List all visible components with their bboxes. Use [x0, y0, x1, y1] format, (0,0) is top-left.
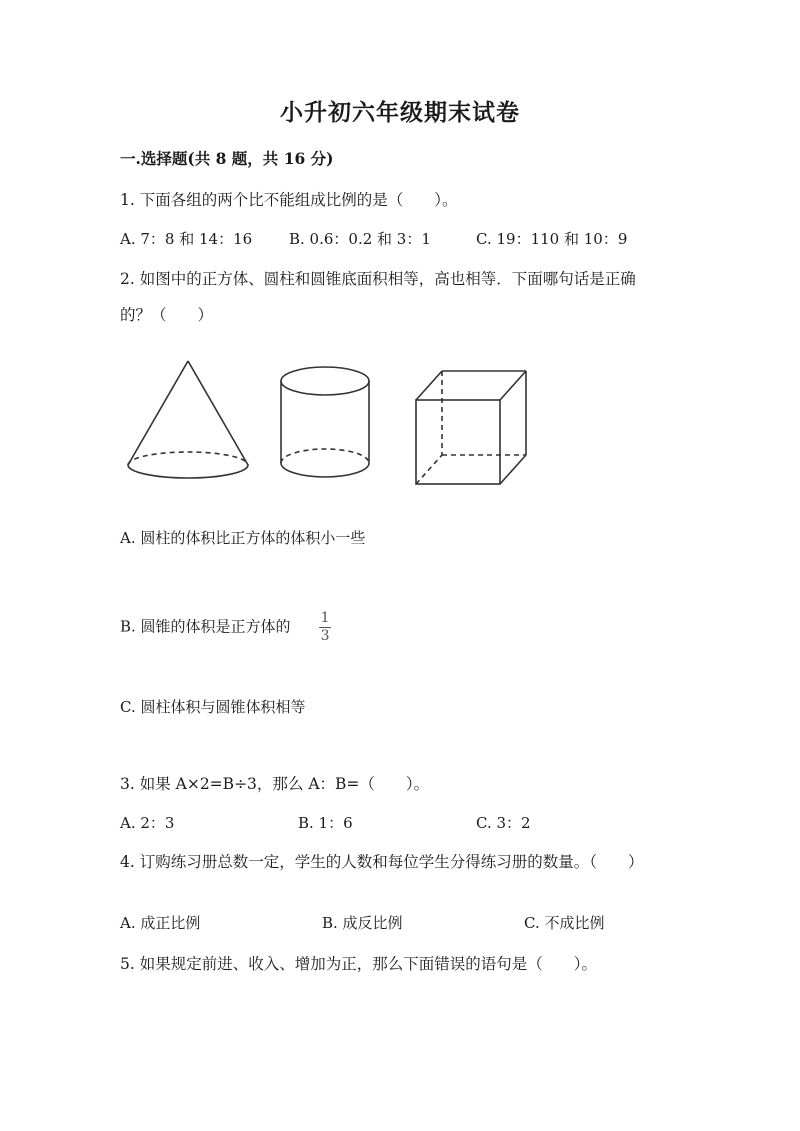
section-heading: 一.选择题(共 8 题，共 16 分) [120, 149, 334, 168]
question-2-option-b [120, 610, 331, 645]
fraction-one-third [319, 610, 332, 645]
question-2-option-a: A. 圆柱的体积比正方体的体积小一些 [120, 529, 366, 547]
question-3-option-c: C. 3：2 [476, 814, 531, 832]
question-1-stem: 1. 下面各组的两个比不能组成比例的是（ ）。 [120, 191, 458, 209]
question-4-option-c: C. 不成比例 [524, 914, 605, 932]
question-2-stem-line1: 2. 如图中的正方体、圆柱和圆锥底面积相等，高也相等．下面哪句话是正确 [120, 270, 636, 288]
cube-figure [416, 371, 526, 484]
question-1-option-b: B. 0.6：0.2 和 3：1 [289, 230, 431, 248]
question-3-option-a: A. 2：3 [120, 814, 175, 832]
question-4-stem: 4. 订购练习册总数一定，学生的人数和每位学生分得练习册的数量。（ ） [120, 853, 644, 871]
page-title: 小升初六年级期末试卷 [280, 99, 520, 126]
cylinder-figure [281, 367, 369, 477]
question-1-option-a: A. 7：8 和 14：16 [120, 230, 253, 248]
question-2-option-c: C. 圆柱体积与圆锥体积相等 [120, 698, 306, 716]
question-3-option-b: B. 1：6 [298, 814, 353, 832]
question-4-option-b: B. 成反比例 [322, 914, 403, 932]
question-2-option-b-text: B. 圆锥的体积是正方体的 [120, 617, 291, 636]
question-3-stem: 3. 如果 A×2=B÷3，那么 A：B=（ ）。 [120, 775, 430, 793]
fraction-numerator: 1 [320, 610, 330, 626]
question-4-option-a: A. 成正比例 [120, 914, 201, 932]
question-5-stem: 5. 如果规定前进、收入、增加为正，那么下面错误的语句是（ ）。 [120, 955, 597, 973]
solids-figure [120, 355, 540, 490]
fraction-denominator: 3 [320, 628, 330, 644]
cone-figure [128, 361, 248, 478]
question-2-stem-line2: 的？（ ） [120, 306, 214, 324]
question-1-option-c: C. 19：110 和 10：9 [476, 230, 628, 248]
